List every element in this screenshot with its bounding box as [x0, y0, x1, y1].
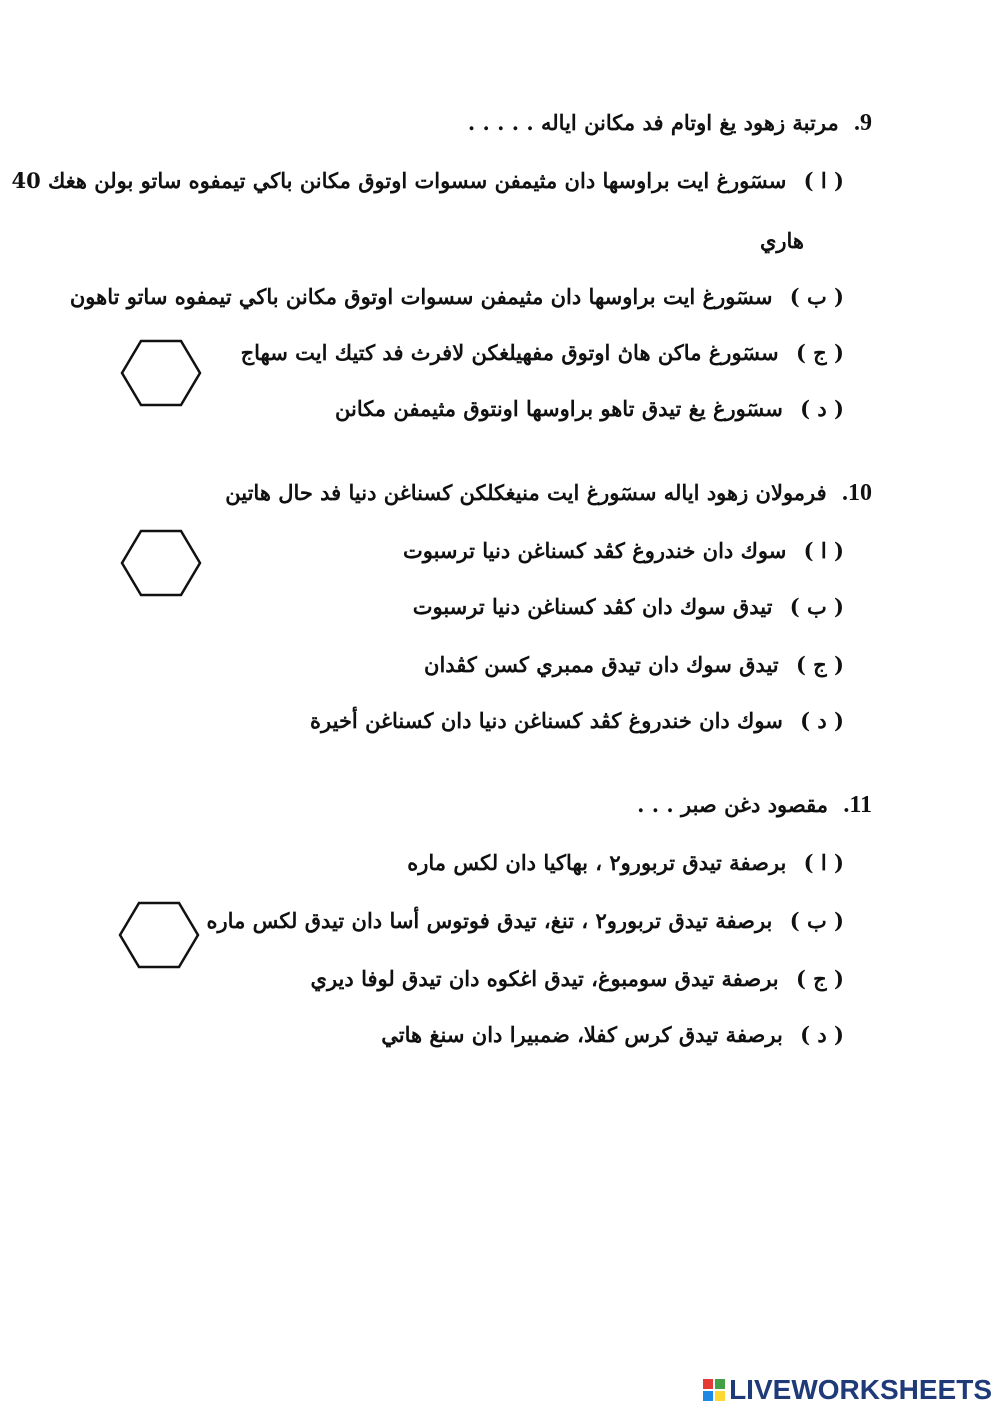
option-text: برصفة تيدق تربورو٢ ، بهاكيا دان لكس ماره — [407, 850, 787, 875]
option-text: سسٓورغ ايت براوسها دان مثيمفن سسوات اوتوق مكانن باكي تيمفوه ساتو تاهون — [69, 284, 773, 309]
question-9-option-c — [241, 338, 844, 368]
question-11-option-b — [207, 906, 844, 936]
option-text: سسٓورغ ايت براوسها دان مثيمفن سسوات اوتوق مكانن باكي تيمفوه ساتو بولن هغك 40 — [11, 168, 787, 193]
option-mark: ( د ) — [800, 396, 844, 421]
option-mark: ( ب ) — [789, 594, 844, 619]
question-10-option-b — [413, 592, 844, 622]
question-10-text: فرمولان زهود اياله سسٓورغ ايت منيغكلكن كسناغن دنيا فد حال هاتين — [225, 480, 827, 505]
option-mark: ( ج ) — [795, 652, 844, 677]
question-10-stem — [225, 478, 872, 508]
logo-block-yellow — [715, 1391, 725, 1401]
question-9-option-a — [12, 166, 844, 196]
option-mark: ( ج ) — [795, 966, 844, 991]
question-9-stem — [468, 108, 872, 138]
answer-input-9[interactable] — [134, 358, 192, 388]
logo-block-green — [715, 1379, 725, 1389]
option-mark: ( ا ) — [803, 850, 844, 875]
option-mark: ( د ) — [800, 1022, 844, 1047]
option-mark: ( ب ) — [789, 908, 844, 933]
logo-block-blue — [703, 1391, 713, 1401]
answer-hexagon-10[interactable] — [120, 528, 202, 598]
option-text: برصفة تيدق تربورو٢ ، تنغ، تيدق فوتوس أسا دان تيدق لكس ماره — [206, 908, 773, 933]
option-text: سوك دان خندروغ كڤد كسناغن دنيا ترسبوت — [402, 538, 787, 563]
question-10-option-a — [403, 536, 844, 566]
option-mark: ( د ) — [800, 708, 844, 733]
liveworksheets-logo — [703, 1374, 992, 1406]
logo-block-red — [703, 1379, 713, 1389]
answer-hexagon-11[interactable] — [118, 900, 200, 970]
question-10-number: 10. — [842, 480, 872, 506]
logo-blocks-icon — [703, 1379, 725, 1401]
question-9-option-d — [335, 394, 844, 424]
option-mark: ( ب ) — [789, 284, 844, 309]
option-text: تيدق سوك دان كڤد كسناغن دنيا ترسبوت — [412, 594, 773, 619]
question-11-option-a — [407, 848, 844, 878]
answer-input-10[interactable] — [134, 548, 192, 578]
question-11-option-d — [381, 1020, 844, 1050]
question-10-option-c — [424, 650, 844, 680]
option-text: سسٓورغ ماكن هاڽ اوتوق مفهيلغكن لافرث فد كتيك ايت سهاج — [240, 340, 779, 365]
question-11-text: مقصود دغن صبر . . . — [637, 792, 828, 817]
question-11-stem — [637, 790, 872, 820]
option-mark: ( ج ) — [795, 340, 844, 365]
question-9-text: مرتبة زهود يغ اوتام فد مكانن اياله . . . . . — [467, 110, 839, 135]
question-11-number: 11. — [843, 792, 872, 818]
option-text: برصفة تيدق كرس كفلا، ضمبيرا دان سنغ هاتي — [381, 1022, 783, 1047]
option-text: سسٓورغ يغ تيدق تاهو براوسها اونتوق مثيمفن مكانن — [334, 396, 783, 421]
option-text: سوك دان خندروغ كڤد كسناغن دنيا دان كسناغن أخيرة — [310, 708, 783, 733]
option-mark: ( ا ) — [803, 538, 844, 563]
answer-input-11[interactable] — [132, 920, 190, 950]
question-9-number: 9. — [854, 110, 872, 136]
brand-name: LIVEWORKSHEETS — [729, 1374, 992, 1405]
question-9-option-b — [70, 282, 844, 312]
option-mark: ( ا ) — [803, 168, 844, 193]
option-text: تيدق سوك دان تيدق ممبري كسن كڤدان — [424, 652, 779, 677]
answer-hexagon-9[interactable] — [120, 338, 202, 408]
question-10-option-d — [310, 706, 844, 736]
question-11-option-c — [311, 964, 844, 994]
question-9-option-a-continuation: هاري — [759, 228, 804, 253]
option-text: برصفة تيدق سومبوغ، تيدق اغكوه دان تيدق لوفا ديري — [310, 966, 779, 991]
